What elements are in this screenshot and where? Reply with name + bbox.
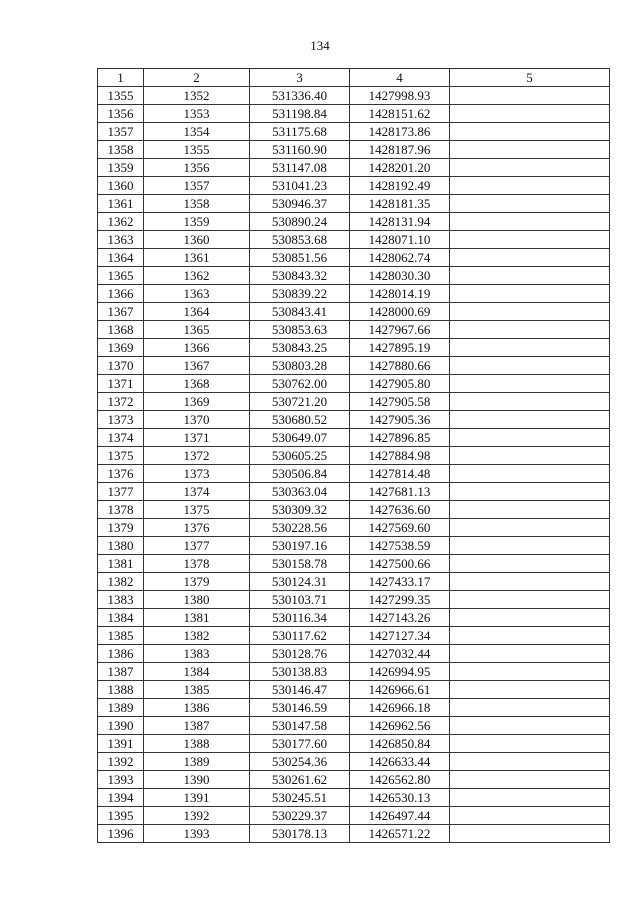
- row-number-cell: 1355: [98, 87, 144, 105]
- table-row: [98, 753, 610, 771]
- table-row: [98, 303, 610, 321]
- y-coordinate-cell: 1426962.56: [350, 717, 450, 735]
- point-number-cell: 1382: [144, 627, 250, 645]
- table-row: [98, 141, 610, 159]
- table-row: [98, 537, 610, 555]
- y-coordinate-cell: 1428131.94: [350, 213, 450, 231]
- x-coordinate-cell: 530158.78: [250, 555, 350, 573]
- column-header-3: 3: [250, 69, 350, 87]
- note-cell: [450, 555, 610, 573]
- row-number-cell: 1387: [98, 663, 144, 681]
- table-row: [98, 357, 610, 375]
- y-coordinate-cell: 1428181.35: [350, 195, 450, 213]
- x-coordinate-cell: 530147.58: [250, 717, 350, 735]
- note-cell: [450, 339, 610, 357]
- table-row: [98, 609, 610, 627]
- row-number-cell: 1382: [98, 573, 144, 591]
- point-number-cell: 1359: [144, 213, 250, 231]
- table-row: [98, 105, 610, 123]
- table-row: [98, 159, 610, 177]
- table-row: [98, 267, 610, 285]
- x-coordinate-cell: 530309.32: [250, 501, 350, 519]
- x-coordinate-cell: 530851.56: [250, 249, 350, 267]
- x-coordinate-cell: 531160.90: [250, 141, 350, 159]
- row-number-cell: 1381: [98, 555, 144, 573]
- x-coordinate-cell: 530228.56: [250, 519, 350, 537]
- table-header-row: [98, 69, 610, 87]
- table-row: [98, 663, 610, 681]
- y-coordinate-cell: 1427032.44: [350, 645, 450, 663]
- table-row: [98, 195, 610, 213]
- y-coordinate-cell: 1428173.86: [350, 123, 450, 141]
- point-number-cell: 1362: [144, 267, 250, 285]
- point-number-cell: 1386: [144, 699, 250, 717]
- row-number-cell: 1376: [98, 465, 144, 483]
- y-coordinate-cell: 1427967.66: [350, 321, 450, 339]
- point-number-cell: 1387: [144, 717, 250, 735]
- row-number-cell: 1358: [98, 141, 144, 159]
- y-coordinate-cell: 1427880.66: [350, 357, 450, 375]
- x-coordinate-cell: 530229.37: [250, 807, 350, 825]
- x-coordinate-cell: 531041.23: [250, 177, 350, 195]
- point-number-cell: 1360: [144, 231, 250, 249]
- point-number-cell: 1369: [144, 393, 250, 411]
- table-row: [98, 789, 610, 807]
- y-coordinate-cell: 1427814.48: [350, 465, 450, 483]
- point-number-cell: 1358: [144, 195, 250, 213]
- row-number-cell: 1367: [98, 303, 144, 321]
- note-cell: [450, 159, 610, 177]
- table-row: [98, 573, 610, 591]
- y-coordinate-cell: 1428000.69: [350, 303, 450, 321]
- table-row: [98, 375, 610, 393]
- x-coordinate-cell: 530363.04: [250, 483, 350, 501]
- note-cell: [450, 177, 610, 195]
- note-cell: [450, 105, 610, 123]
- x-coordinate-cell: 530177.60: [250, 735, 350, 753]
- row-number-cell: 1375: [98, 447, 144, 465]
- x-coordinate-cell: 530138.83: [250, 663, 350, 681]
- note-cell: [450, 483, 610, 501]
- y-coordinate-cell: 1426966.18: [350, 699, 450, 717]
- note-cell: [450, 465, 610, 483]
- x-coordinate-cell: 530103.71: [250, 591, 350, 609]
- row-number-cell: 1360: [98, 177, 144, 195]
- note-cell: [450, 285, 610, 303]
- x-coordinate-cell: 530839.22: [250, 285, 350, 303]
- note-cell: [450, 213, 610, 231]
- table-row: [98, 483, 610, 501]
- table-row: [98, 807, 610, 825]
- point-number-cell: 1380: [144, 591, 250, 609]
- point-number-cell: 1364: [144, 303, 250, 321]
- y-coordinate-cell: 1426530.13: [350, 789, 450, 807]
- note-cell: [450, 789, 610, 807]
- x-coordinate-cell: 530261.62: [250, 771, 350, 789]
- row-number-cell: 1383: [98, 591, 144, 609]
- table-row: [98, 699, 610, 717]
- point-number-cell: 1385: [144, 681, 250, 699]
- y-coordinate-cell: 1426562.80: [350, 771, 450, 789]
- point-number-cell: 1353: [144, 105, 250, 123]
- point-number-cell: 1370: [144, 411, 250, 429]
- y-coordinate-cell: 1427998.93: [350, 87, 450, 105]
- note-cell: [450, 375, 610, 393]
- point-number-cell: 1389: [144, 753, 250, 771]
- y-coordinate-cell: 1427143.26: [350, 609, 450, 627]
- row-number-cell: 1384: [98, 609, 144, 627]
- note-cell: [450, 195, 610, 213]
- y-coordinate-cell: 1428062.74: [350, 249, 450, 267]
- table-row: [98, 681, 610, 699]
- point-number-cell: 1390: [144, 771, 250, 789]
- point-number-cell: 1392: [144, 807, 250, 825]
- note-cell: [450, 717, 610, 735]
- x-coordinate-cell: 530197.16: [250, 537, 350, 555]
- point-number-cell: 1363: [144, 285, 250, 303]
- row-number-cell: 1372: [98, 393, 144, 411]
- x-coordinate-cell: 530890.24: [250, 213, 350, 231]
- row-number-cell: 1368: [98, 321, 144, 339]
- table-row: [98, 249, 610, 267]
- row-number-cell: 1364: [98, 249, 144, 267]
- point-number-cell: 1393: [144, 825, 250, 843]
- x-coordinate-cell: 530853.68: [250, 231, 350, 249]
- table-row: [98, 771, 610, 789]
- point-number-cell: 1366: [144, 339, 250, 357]
- table-row: [98, 393, 610, 411]
- row-number-cell: 1389: [98, 699, 144, 717]
- row-number-cell: 1370: [98, 357, 144, 375]
- table-row: [98, 339, 610, 357]
- point-number-cell: 1356: [144, 159, 250, 177]
- note-cell: [450, 357, 610, 375]
- table-row: [98, 411, 610, 429]
- note-cell: [450, 411, 610, 429]
- row-number-cell: 1371: [98, 375, 144, 393]
- table-row: [98, 519, 610, 537]
- note-cell: [450, 753, 610, 771]
- y-coordinate-cell: 1428151.62: [350, 105, 450, 123]
- table-row: [98, 735, 610, 753]
- note-cell: [450, 609, 610, 627]
- row-number-cell: 1394: [98, 789, 144, 807]
- y-coordinate-cell: 1426571.22: [350, 825, 450, 843]
- x-coordinate-cell: 530721.20: [250, 393, 350, 411]
- table-row: [98, 87, 610, 105]
- page-number: 134: [310, 38, 330, 53]
- y-coordinate-cell: 1427905.80: [350, 375, 450, 393]
- point-number-cell: 1374: [144, 483, 250, 501]
- y-coordinate-cell: 1427569.60: [350, 519, 450, 537]
- point-number-cell: 1381: [144, 609, 250, 627]
- y-coordinate-cell: 1428201.20: [350, 159, 450, 177]
- note-cell: [450, 447, 610, 465]
- y-coordinate-cell: 1428030.30: [350, 267, 450, 285]
- x-coordinate-cell: 530254.36: [250, 753, 350, 771]
- y-coordinate-cell: 1427299.35: [350, 591, 450, 609]
- table-row: [98, 231, 610, 249]
- note-cell: [450, 123, 610, 141]
- row-number-cell: 1374: [98, 429, 144, 447]
- y-coordinate-cell: 1427896.85: [350, 429, 450, 447]
- point-number-cell: 1377: [144, 537, 250, 555]
- x-coordinate-cell: 531147.08: [250, 159, 350, 177]
- point-number-cell: 1367: [144, 357, 250, 375]
- y-coordinate-cell: 1428071.10: [350, 231, 450, 249]
- table-row: [98, 825, 610, 843]
- table-row: [98, 627, 610, 645]
- point-number-cell: 1352: [144, 87, 250, 105]
- note-cell: [450, 537, 610, 555]
- note-cell: [450, 249, 610, 267]
- note-cell: [450, 825, 610, 843]
- point-number-cell: 1354: [144, 123, 250, 141]
- table-body: [98, 87, 610, 843]
- table-row: [98, 555, 610, 573]
- y-coordinate-cell: 1427433.17: [350, 573, 450, 591]
- note-cell: [450, 681, 610, 699]
- note-cell: [450, 591, 610, 609]
- y-coordinate-cell: 1427905.58: [350, 393, 450, 411]
- coordinates-table: [97, 68, 610, 843]
- point-number-cell: 1371: [144, 429, 250, 447]
- x-coordinate-cell: 531336.40: [250, 87, 350, 105]
- row-number-cell: 1393: [98, 771, 144, 789]
- note-cell: [450, 87, 610, 105]
- column-header-4: 4: [350, 69, 450, 87]
- row-number-cell: 1391: [98, 735, 144, 753]
- x-coordinate-cell: 530178.13: [250, 825, 350, 843]
- point-number-cell: 1391: [144, 789, 250, 807]
- x-coordinate-cell: 531175.68: [250, 123, 350, 141]
- x-coordinate-cell: 530146.59: [250, 699, 350, 717]
- y-coordinate-cell: 1427127.34: [350, 627, 450, 645]
- x-coordinate-cell: 530117.62: [250, 627, 350, 645]
- row-number-cell: 1379: [98, 519, 144, 537]
- note-cell: [450, 807, 610, 825]
- point-number-cell: 1361: [144, 249, 250, 267]
- table-row: [98, 447, 610, 465]
- note-cell: [450, 321, 610, 339]
- x-coordinate-cell: 530946.37: [250, 195, 350, 213]
- note-cell: [450, 699, 610, 717]
- point-number-cell: 1379: [144, 573, 250, 591]
- row-number-cell: 1356: [98, 105, 144, 123]
- y-coordinate-cell: 1426966.61: [350, 681, 450, 699]
- y-coordinate-cell: 1427681.13: [350, 483, 450, 501]
- point-number-cell: 1384: [144, 663, 250, 681]
- row-number-cell: 1392: [98, 753, 144, 771]
- row-number-cell: 1361: [98, 195, 144, 213]
- y-coordinate-cell: 1427538.59: [350, 537, 450, 555]
- y-coordinate-cell: 1426850.84: [350, 735, 450, 753]
- row-number-cell: 1363: [98, 231, 144, 249]
- point-number-cell: 1372: [144, 447, 250, 465]
- row-number-cell: 1373: [98, 411, 144, 429]
- x-coordinate-cell: 530853.63: [250, 321, 350, 339]
- row-number-cell: 1380: [98, 537, 144, 555]
- row-number-cell: 1357: [98, 123, 144, 141]
- row-number-cell: 1369: [98, 339, 144, 357]
- x-coordinate-cell: 530146.47: [250, 681, 350, 699]
- point-number-cell: 1373: [144, 465, 250, 483]
- note-cell: [450, 663, 610, 681]
- point-number-cell: 1388: [144, 735, 250, 753]
- row-number-cell: 1385: [98, 627, 144, 645]
- x-coordinate-cell: 530506.84: [250, 465, 350, 483]
- x-coordinate-cell: 531198.84: [250, 105, 350, 123]
- x-coordinate-cell: 530124.31: [250, 573, 350, 591]
- column-header-1: 1: [98, 69, 144, 87]
- point-number-cell: 1365: [144, 321, 250, 339]
- note-cell: [450, 141, 610, 159]
- x-coordinate-cell: 530680.52: [250, 411, 350, 429]
- table-row: [98, 177, 610, 195]
- row-number-cell: 1386: [98, 645, 144, 663]
- row-number-cell: 1365: [98, 267, 144, 285]
- row-number-cell: 1362: [98, 213, 144, 231]
- x-coordinate-cell: 530649.07: [250, 429, 350, 447]
- table-row: [98, 501, 610, 519]
- table-row: [98, 429, 610, 447]
- note-cell: [450, 771, 610, 789]
- note-cell: [450, 429, 610, 447]
- row-number-cell: 1395: [98, 807, 144, 825]
- table-row: [98, 591, 610, 609]
- y-coordinate-cell: 1426994.95: [350, 663, 450, 681]
- note-cell: [450, 573, 610, 591]
- y-coordinate-cell: 1427884.98: [350, 447, 450, 465]
- row-number-cell: 1396: [98, 825, 144, 843]
- point-number-cell: 1375: [144, 501, 250, 519]
- point-number-cell: 1383: [144, 645, 250, 663]
- x-coordinate-cell: 530843.41: [250, 303, 350, 321]
- x-coordinate-cell: 530605.25: [250, 447, 350, 465]
- x-coordinate-cell: 530245.51: [250, 789, 350, 807]
- x-coordinate-cell: 530803.28: [250, 357, 350, 375]
- table-row: [98, 717, 610, 735]
- point-number-cell: 1357: [144, 177, 250, 195]
- y-coordinate-cell: 1428187.96: [350, 141, 450, 159]
- note-cell: [450, 645, 610, 663]
- table-row: [98, 213, 610, 231]
- x-coordinate-cell: 530116.34: [250, 609, 350, 627]
- table-row: [98, 321, 610, 339]
- row-number-cell: 1390: [98, 717, 144, 735]
- point-number-cell: 1355: [144, 141, 250, 159]
- table-row: [98, 285, 610, 303]
- note-cell: [450, 519, 610, 537]
- y-coordinate-cell: 1427905.36: [350, 411, 450, 429]
- row-number-cell: 1377: [98, 483, 144, 501]
- note-cell: [450, 303, 610, 321]
- note-cell: [450, 735, 610, 753]
- note-cell: [450, 627, 610, 645]
- y-coordinate-cell: 1428014.19: [350, 285, 450, 303]
- table-row: [98, 123, 610, 141]
- note-cell: [450, 231, 610, 249]
- y-coordinate-cell: 1428192.49: [350, 177, 450, 195]
- y-coordinate-cell: 1426633.44: [350, 753, 450, 771]
- point-number-cell: 1368: [144, 375, 250, 393]
- x-coordinate-cell: 530843.25: [250, 339, 350, 357]
- point-number-cell: 1378: [144, 555, 250, 573]
- column-header-5: 5: [450, 69, 610, 87]
- note-cell: [450, 501, 610, 519]
- y-coordinate-cell: 1426497.44: [350, 807, 450, 825]
- table-row: [98, 645, 610, 663]
- row-number-cell: 1378: [98, 501, 144, 519]
- row-number-cell: 1388: [98, 681, 144, 699]
- x-coordinate-cell: 530843.32: [250, 267, 350, 285]
- row-number-cell: 1366: [98, 285, 144, 303]
- x-coordinate-cell: 530128.76: [250, 645, 350, 663]
- note-cell: [450, 267, 610, 285]
- note-cell: [450, 393, 610, 411]
- y-coordinate-cell: 1427895.19: [350, 339, 450, 357]
- x-coordinate-cell: 530762.00: [250, 375, 350, 393]
- row-number-cell: 1359: [98, 159, 144, 177]
- table-row: [98, 465, 610, 483]
- y-coordinate-cell: 1427636.60: [350, 501, 450, 519]
- y-coordinate-cell: 1427500.66: [350, 555, 450, 573]
- point-number-cell: 1376: [144, 519, 250, 537]
- column-header-2: 2: [144, 69, 250, 87]
